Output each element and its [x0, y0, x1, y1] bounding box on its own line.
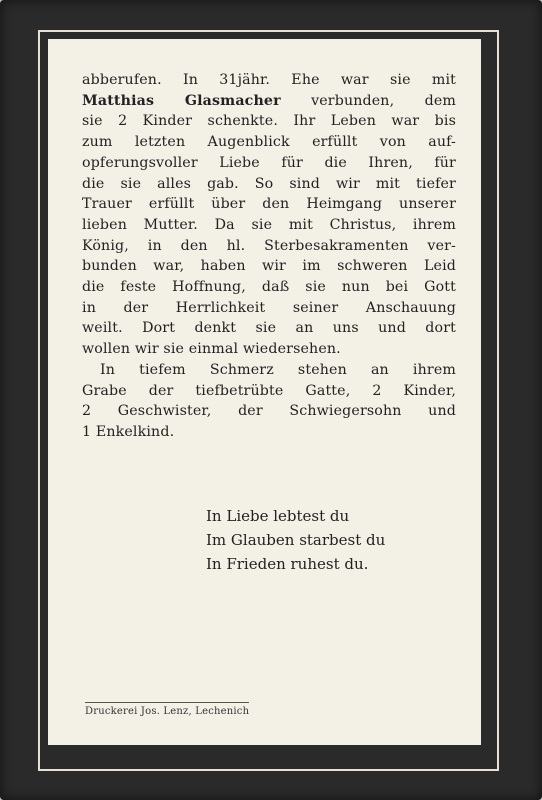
text-line: sie 2 Kinder schenkte. Ihr Leben war bis	[82, 113, 456, 130]
text-line: wollen wir sie einmal wiedersehen.	[82, 341, 341, 358]
text-line	[82, 91, 456, 112]
verse-line: In Liebe lebtest du	[206, 507, 350, 525]
text-line: die sie alles gab. So sind wir mit tiefer	[82, 175, 456, 192]
text-line: Grabe der tiefbetrübte Gatte, 2 Kinder,	[82, 382, 456, 399]
text-line: Trauer erfüllt über den Heimgang unserer	[82, 196, 456, 213]
text-line: in der Herrlichkeit seiner Anschauung	[82, 299, 456, 316]
text-line: zum letzten Augenblick erfüllt von auf-	[82, 134, 456, 151]
text-line: opferungsvoller Liebe für die Ihren, für	[82, 154, 456, 171]
text-line: 2 Geschwister, der Schwiegersohn und	[82, 403, 456, 420]
text-line: weilt. Dort denkt sie an uns und dort	[82, 320, 456, 337]
verse-line: Im Glauben starbest du	[206, 531, 386, 549]
verse-line: In Frieden ruhest du.	[206, 555, 369, 573]
text-line: lieben Mutter. Da sie mit Christus, ihrem	[82, 216, 456, 233]
text-fragment: verbunden, dem	[311, 92, 456, 109]
text-line: bunden war, haben wir im schweren Leid	[82, 258, 456, 275]
text-line: König, in den hl. Sterbesakramenten ver-	[82, 237, 456, 254]
printer-imprint: Druckerei Jos. Lenz, Lechenich	[85, 702, 249, 717]
text-line: 1 Enkelkind.	[82, 423, 175, 440]
text-line: die feste Hoffnung, daß sie nun bei Gott	[82, 279, 456, 296]
closing-verse	[206, 504, 385, 576]
obituary-text	[82, 70, 456, 443]
text-line: abberufen. In 31jähr. Ehe war sie mit	[82, 72, 456, 88]
card-paper	[48, 39, 481, 745]
husband-name: Matthias Glasmacher	[82, 92, 281, 109]
text-line: In tiefem Schmerz stehen an ihrem	[100, 361, 456, 378]
